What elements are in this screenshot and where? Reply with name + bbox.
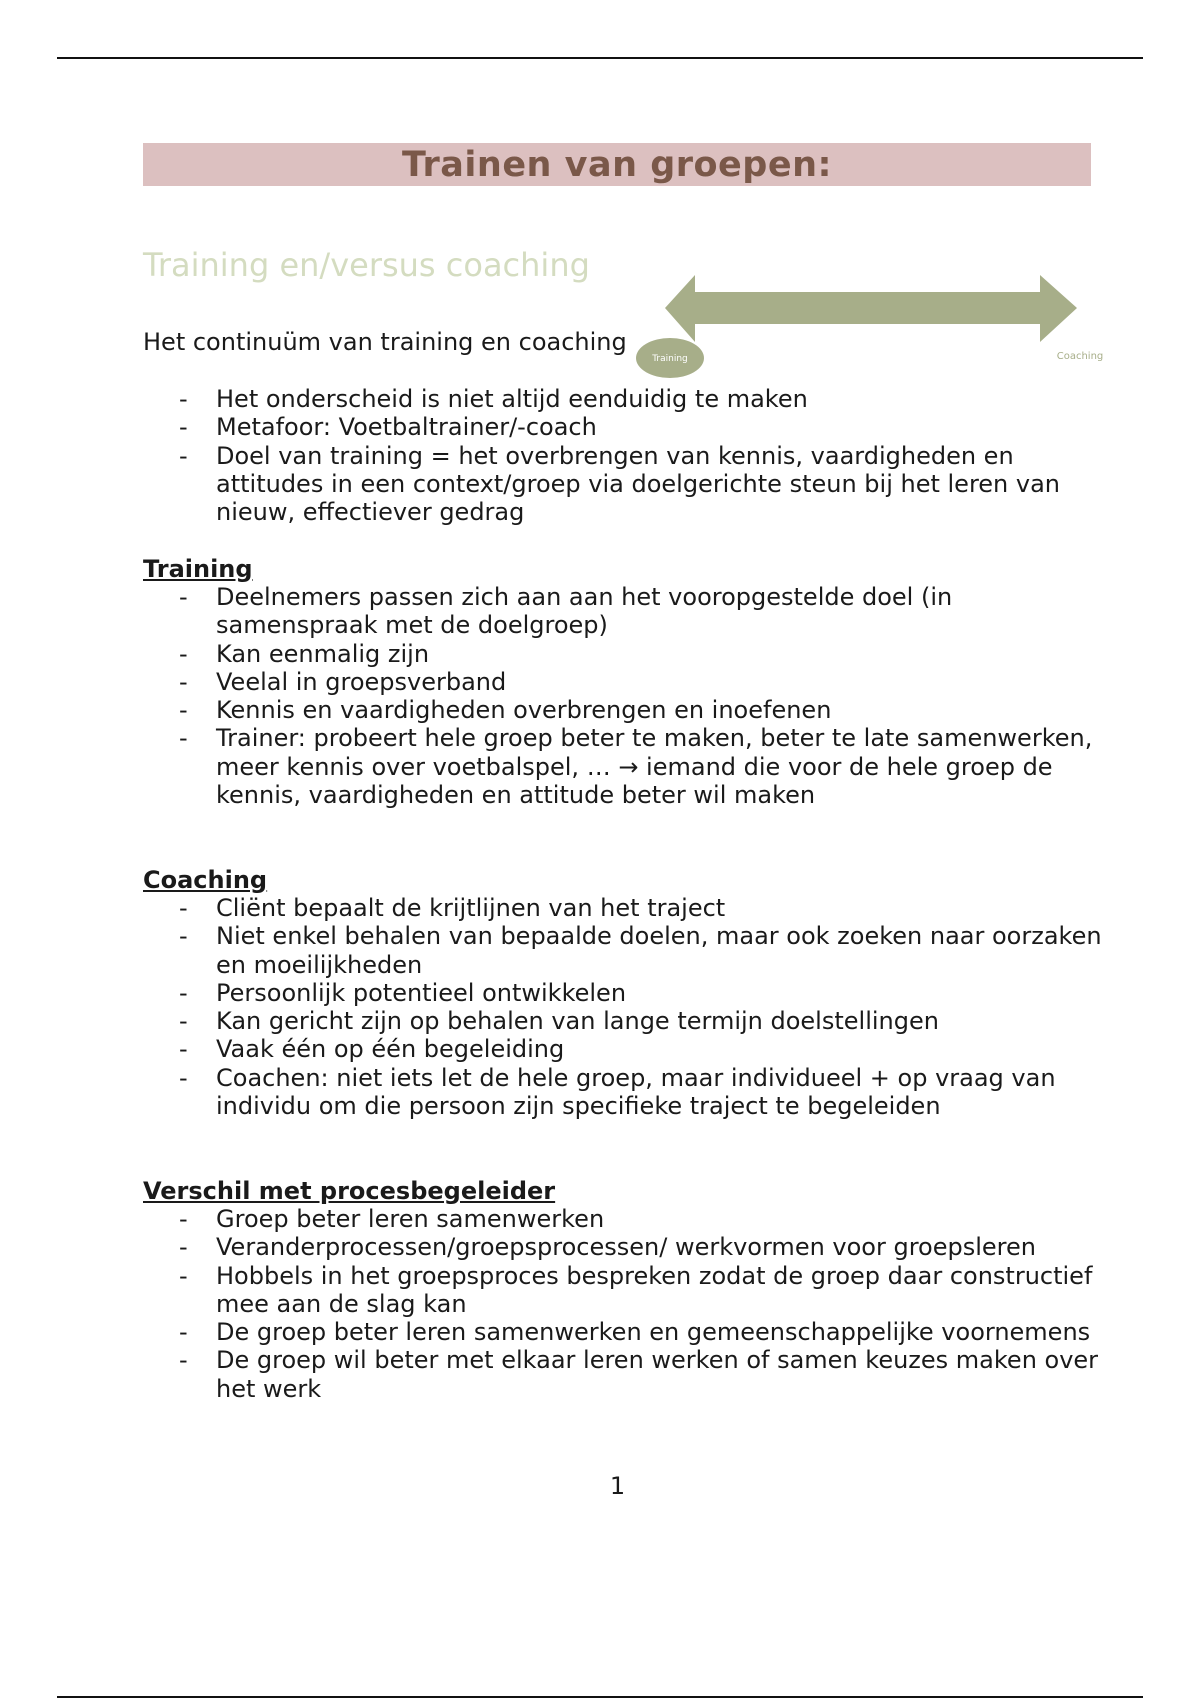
- intro-bullet-list: [143, 385, 1103, 526]
- list-item: - Groep beter leren samenwerken: [143, 1205, 1103, 1233]
- continuum-diagram: [625, 258, 1120, 393]
- page-title: Trainen van groepen:: [402, 144, 832, 185]
- coaching-bullet-list: [143, 894, 1103, 1120]
- list-item: - Veelal in groepsverband: [143, 668, 1103, 696]
- list-item: - Trainer: probeert hele groep beter te maken, beter te late samenwerken, meer kennis over voetbalspel, … → iemand die voor de hele groep de kennis, vaardigheden en attitude beter wil maken: [143, 724, 1103, 809]
- training-node-label: Training: [652, 354, 688, 364]
- verschil-heading: Verschil met procesbegeleider: [143, 1177, 556, 1205]
- training-section: [143, 555, 1103, 809]
- list-item: - Kennis en vaardigheden overbrengen en inoefenen: [143, 696, 1103, 724]
- list-item: - Coachen: niet iets let de hele groep, maar individueel + op vraag van individu om die persoon zijn specifieke traject te begeleiden: [143, 1064, 1103, 1121]
- list-item: - Deelnemers passen zich aan aan het vooropgestelde doel (in samenspraak met de doelgroep): [143, 583, 1103, 640]
- double-arrow-icon: [665, 275, 1077, 342]
- verschil-section: [143, 1177, 1103, 1403]
- list-item: - Niet enkel behalen van bepaalde doelen, maar ook zoeken naar oorzaken en moeilijkheden: [143, 922, 1103, 979]
- title-banner: [143, 143, 1091, 186]
- section-subtitle: Training en/versus coaching: [143, 246, 590, 284]
- coaching-section: [143, 866, 1103, 1120]
- list-item: - Metafoor: Voetbaltrainer/-coach: [143, 413, 1103, 441]
- footer-rule: [57, 1696, 1143, 1698]
- training-bullet-list: [143, 583, 1103, 809]
- page-number: 1: [609, 1472, 626, 1500]
- coaching-node-label: Coaching: [1056, 351, 1104, 362]
- verschil-bullet-list: [143, 1205, 1103, 1403]
- list-item: - Persoonlijk potentieel ontwikkelen: [143, 979, 1103, 1007]
- list-item: - Cliënt bepaalt de krijtlijnen van het traject: [143, 894, 1103, 922]
- list-item: - Kan gericht zijn op behalen van lange termijn doelstellingen: [143, 1007, 1103, 1035]
- header-rule: [57, 57, 1143, 59]
- list-item: - Vaak één op één begeleiding: [143, 1035, 1103, 1063]
- coaching-heading: Coaching: [143, 866, 268, 894]
- intro-text: Het continuüm van training en coaching: [143, 328, 627, 356]
- intro-list-section: [143, 385, 1103, 526]
- training-heading: Training: [143, 555, 253, 583]
- list-item: - Veranderprocessen/groepsprocessen/ werkvormen voor groepsleren: [143, 1233, 1103, 1261]
- list-item: - Kan eenmalig zijn: [143, 640, 1103, 668]
- list-item: - Het onderscheid is niet altijd eenduidig te maken: [143, 385, 1103, 413]
- list-item: - De groep beter leren samenwerken en gemeenschappelijke voornemens: [143, 1318, 1103, 1346]
- list-item: - Hobbels in het groepsproces bespreken zodat de groep daar constructief mee aan de slag kan: [143, 1262, 1103, 1319]
- list-item: - De groep wil beter met elkaar leren werken of samen keuzes maken over het werk: [143, 1346, 1103, 1403]
- list-item: - Doel van training = het overbrengen van kennis, vaardigheden en attitudes in een context/groep via doelgerichte steun bij het leren van nieuw, effectiever gedrag: [143, 442, 1103, 527]
